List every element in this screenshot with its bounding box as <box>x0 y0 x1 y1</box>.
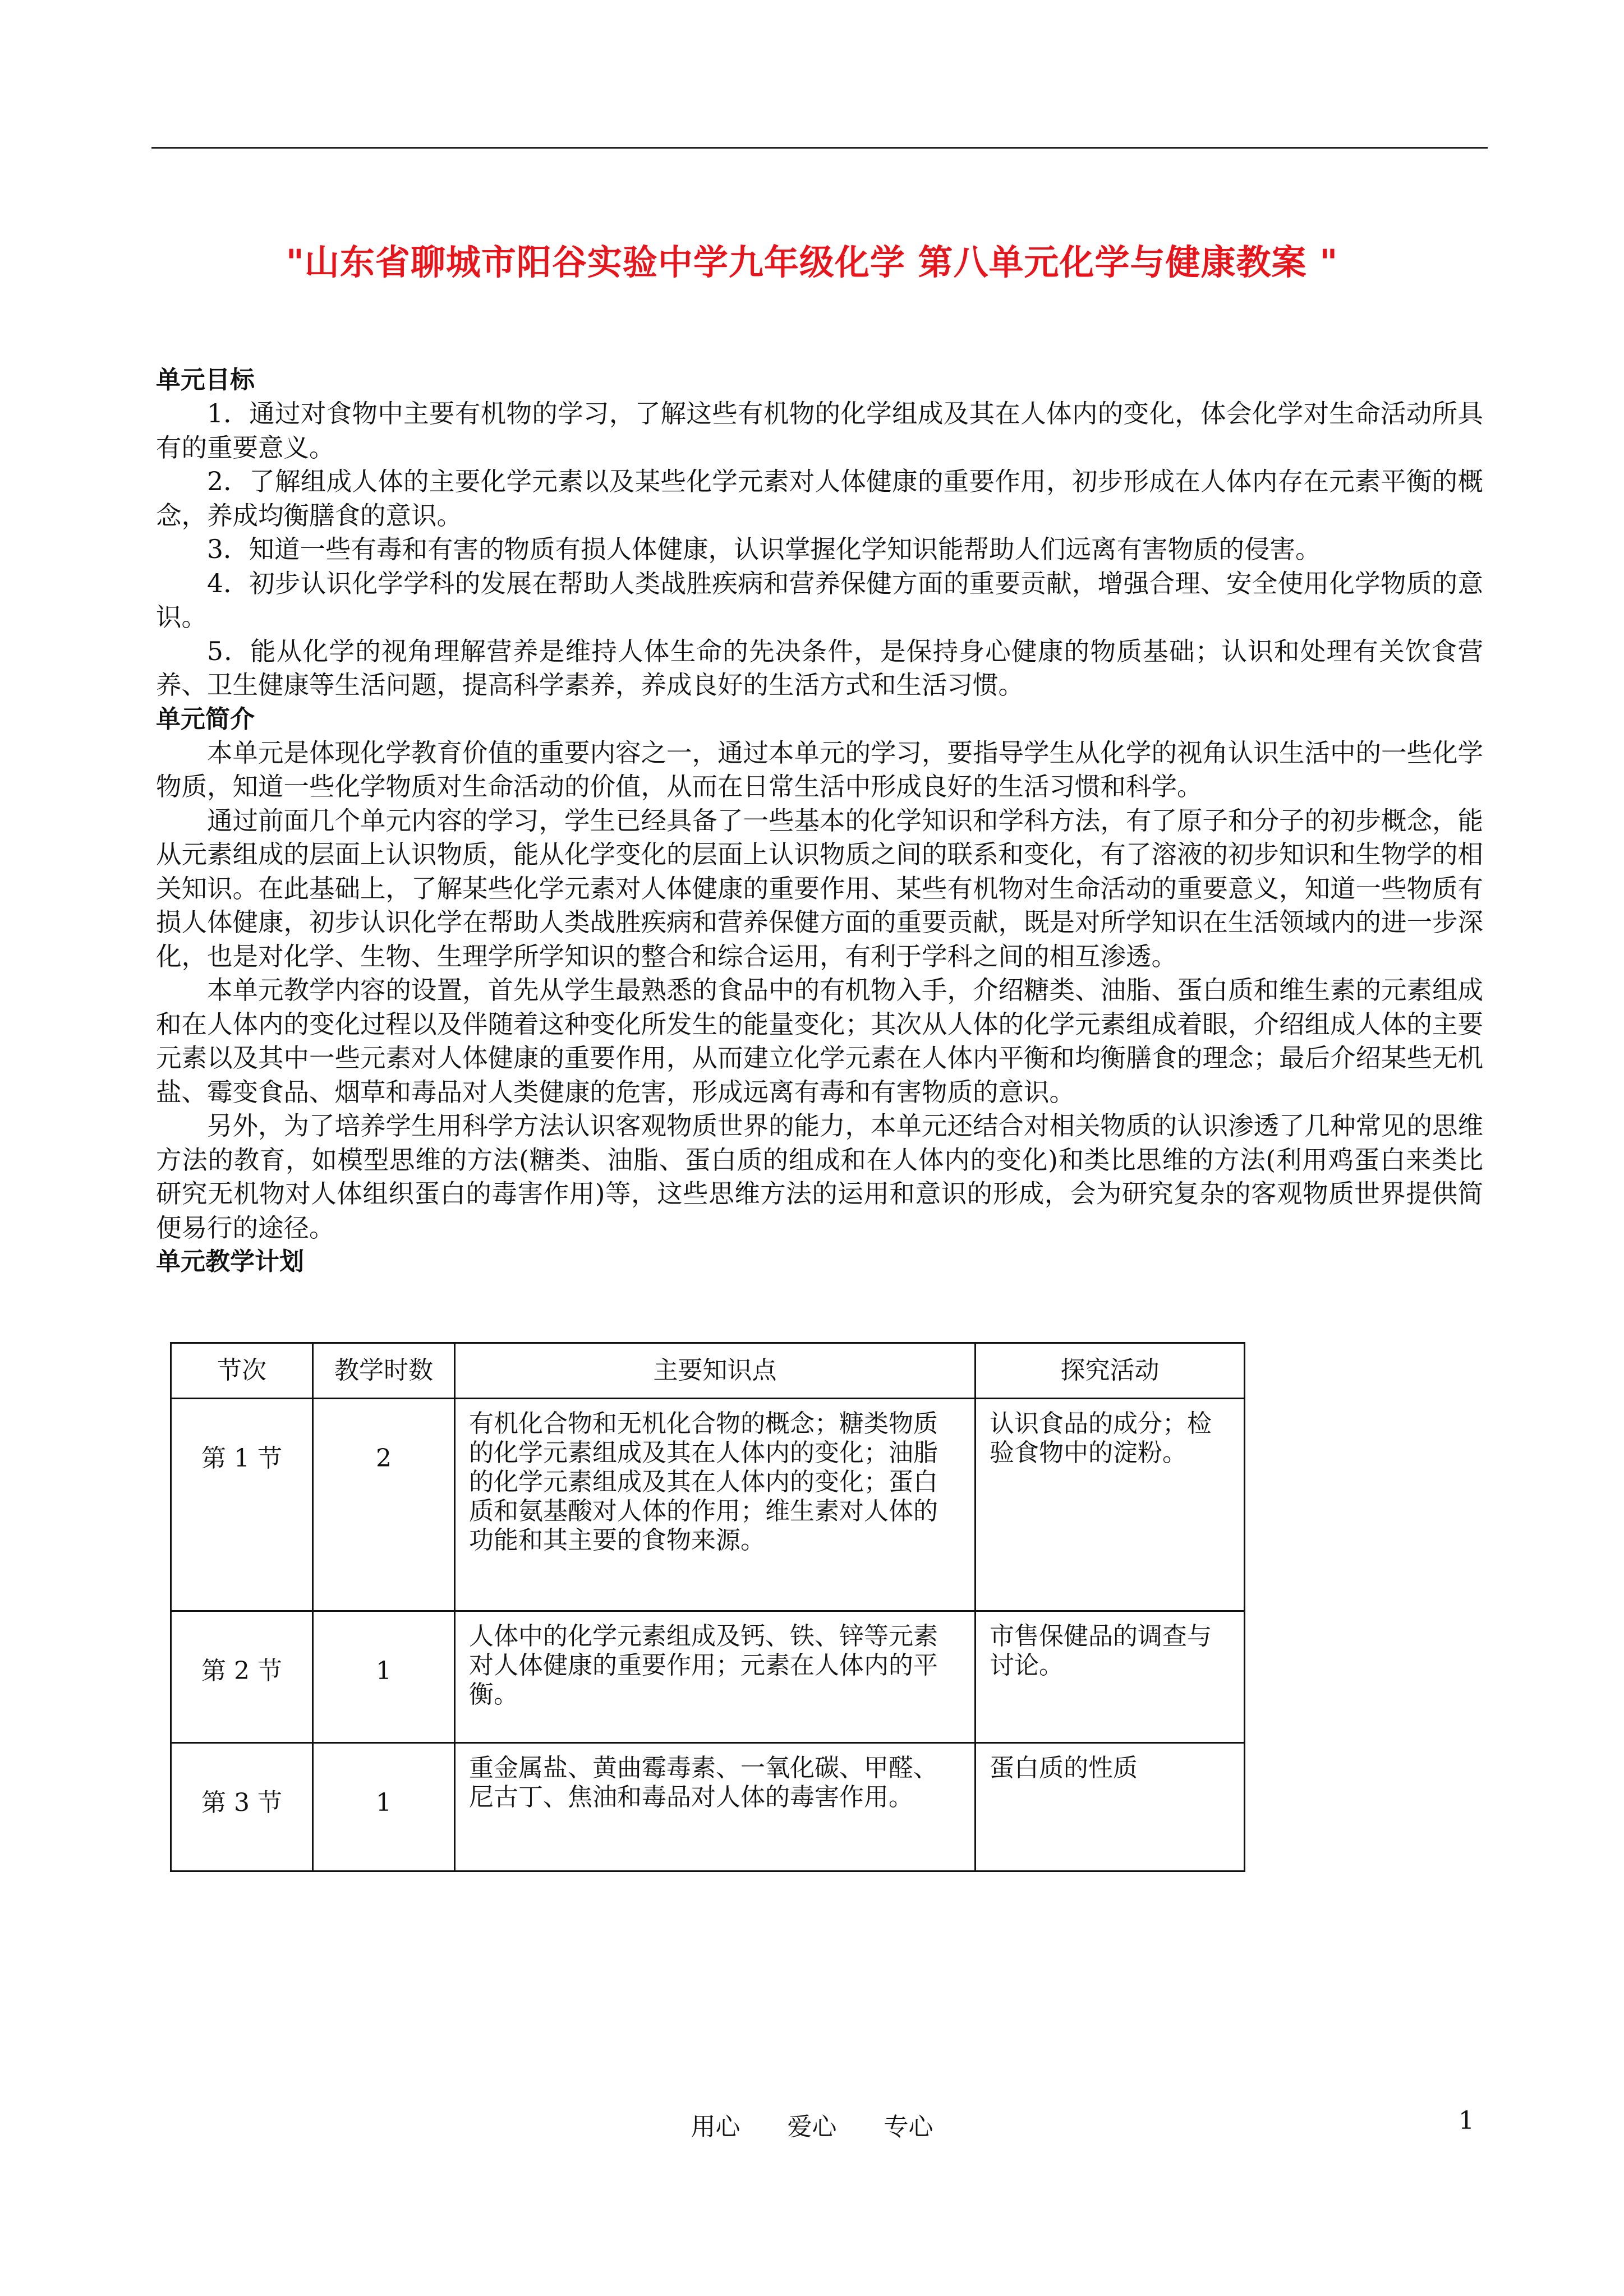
cell-section: 第 2 节 <box>171 1611 313 1743</box>
goal-paragraph-1: 1．通过对食物中主要有机物的学习，了解这些有机物的化学组成及其在人体内的变化，体会化学对生命活动所具有的重要意义。 <box>156 399 1483 463</box>
table-row <box>171 1611 1245 1743</box>
page-number: 1 <box>1459 2106 1474 2135</box>
cell-activity: 市售保健品的调查与讨论。 <box>976 1611 1245 1743</box>
goal-paragraph-2: 2．了解组成人体的主要化学元素以及某些化学元素对人体健康的重要作用，初步形成在人体内存在元素平衡的概念，养成均衡膳食的意识。 <box>156 467 1483 531</box>
cell-points: 重金属盐、黄曲霉毒素、一氧化碳、甲醛、尼古丁、焦油和毒品对人体的毒害作用。 <box>455 1743 976 1871</box>
intro-heading: 单元简介 <box>156 704 255 734</box>
document-title: "山东省聊城市阳谷实验中学九年级化学 第八单元化学与健康教案 " <box>286 242 1338 283</box>
header-section: 节次 <box>171 1343 313 1399</box>
table-row <box>171 1743 1245 1871</box>
header-knowledge-points: 主要知识点 <box>455 1343 976 1399</box>
goal-paragraph-5: 5．能从化学的视角理解营养是维持人体生命的先决条件，是保持身心健康的物质基础；认识和处理有关饮食营养、卫生健康等生活问题，提高科学素养，养成良好的生活方式和生活习惯。 <box>156 636 1483 700</box>
cell-activity: 蛋白质的性质 <box>976 1743 1245 1871</box>
plan-heading: 单元教学计划 <box>156 1247 304 1276</box>
intro-paragraph-1: 本单元是体现化学教育价值的重要内容之一，通过本单元的学习，要指导学生从化学的视角认识生活中的一些化学物质，知道一些化学物质对生命活动的价值，从而在日常生活中形成良好的生活习惯和科学。 <box>156 737 1484 801</box>
cell-section: 第 1 节 <box>171 1399 313 1611</box>
header-rule <box>151 147 1488 149</box>
table-header-row <box>171 1343 1245 1399</box>
intro-paragraph-4: 另外，为了培养学生用科学方法认识客观物质世界的能力，本单元还结合对相关物质的认识渗透了几种常见的思维方法的教育，如模型思维的方法(糖类、油脂、蛋白质的组成和在人体内的变化)和类比思维的方法(利用鸡蛋白来类比研究无机物对人体组织蛋白的毒害作用)等，这些思维方法的运用和意识的形成，会为研究复杂的客观物质世界提供简便易行的途径。 <box>156 1111 1484 1243</box>
document-body <box>156 363 1483 1279</box>
cell-section: 第 3 节 <box>171 1743 313 1871</box>
cell-hours: 1 <box>313 1743 455 1871</box>
cell-points: 有机化合物和无机化合物的概念；糖类物质的化学元素组成及其在人体内的变化；油脂的化学元素组成及其在人体内的变化；蛋白质和氨基酸对人体的作用；维生素对人体的功能和其主要的食物来源。 <box>455 1399 976 1611</box>
footer-motto: 用心 爱心 专心 <box>691 2113 933 2141</box>
intro-paragraph-2: 通过前面几个单元内容的学习，学生已经具备了一些基本的化学知识和学科方法，有了原子和分子的初步概念，能从元素组成的层面上认识物质，能从化学变化的层面上认识物质之间的联系和变化，有了溶液的初步知识和生物学的相关知识。在此基础上，了解某些化学元素对人体健康的重要作用、某些有机物对生命活动的重要意义，知道一些物质有损人体健康，初步认识化学在帮助人类战胜疾病和营养保健方面的重要贡献，既是对所学知识在生活领域内的进一步深化，也是对化学、生物、生理学所学知识的整合和综合运用，有利于学科之间的相互渗透。 <box>156 805 1484 971</box>
cell-points: 人体中的化学元素组成及钙、铁、锌等元素对人体健康的重要作用；元素在人体内的平衡。 <box>455 1611 976 1743</box>
intro-paragraph-3: 本单元教学内容的设置，首先从学生最熟悉的食品中的有机物入手，介绍糖类、油脂、蛋白质和维生素的元素组成和在人体内的变化过程以及伴随着这种变化所发生的能量变化；其次从人体的化学元素组成着眼，介绍组成人体的主要元素以及其中一些元素对人体健康的重要作用，从而建立化学元素在人体内平衡和均衡膳食的理念；最后介绍某些无机盐、霉变食品、烟草和毒品对人类健康的危害，形成远离有毒和有害物质的意识。 <box>156 975 1484 1107</box>
cell-activity: 认识食品的成分；检验食物中的淀粉。 <box>976 1399 1245 1611</box>
table-row <box>171 1399 1245 1611</box>
cell-hours: 2 <box>313 1399 455 1611</box>
goals-heading: 单元目标 <box>156 366 255 394</box>
header-activity: 探究活动 <box>976 1343 1245 1399</box>
header-hours: 教学时数 <box>313 1343 455 1399</box>
goal-paragraph-3: 3．知道一些有毒和有害的物质有损人体健康，认识掌握化学知识能帮助人们远离有害物质的侵害。 <box>207 534 1321 564</box>
goal-paragraph-4: 4．初步认识化学学科的发展在帮助人类战胜疾病和营养保健方面的重要贡献，增强合理、安全使用化学物质的意识。 <box>156 568 1483 632</box>
teaching-plan-table <box>170 1342 1245 1872</box>
cell-hours: 1 <box>313 1611 455 1743</box>
